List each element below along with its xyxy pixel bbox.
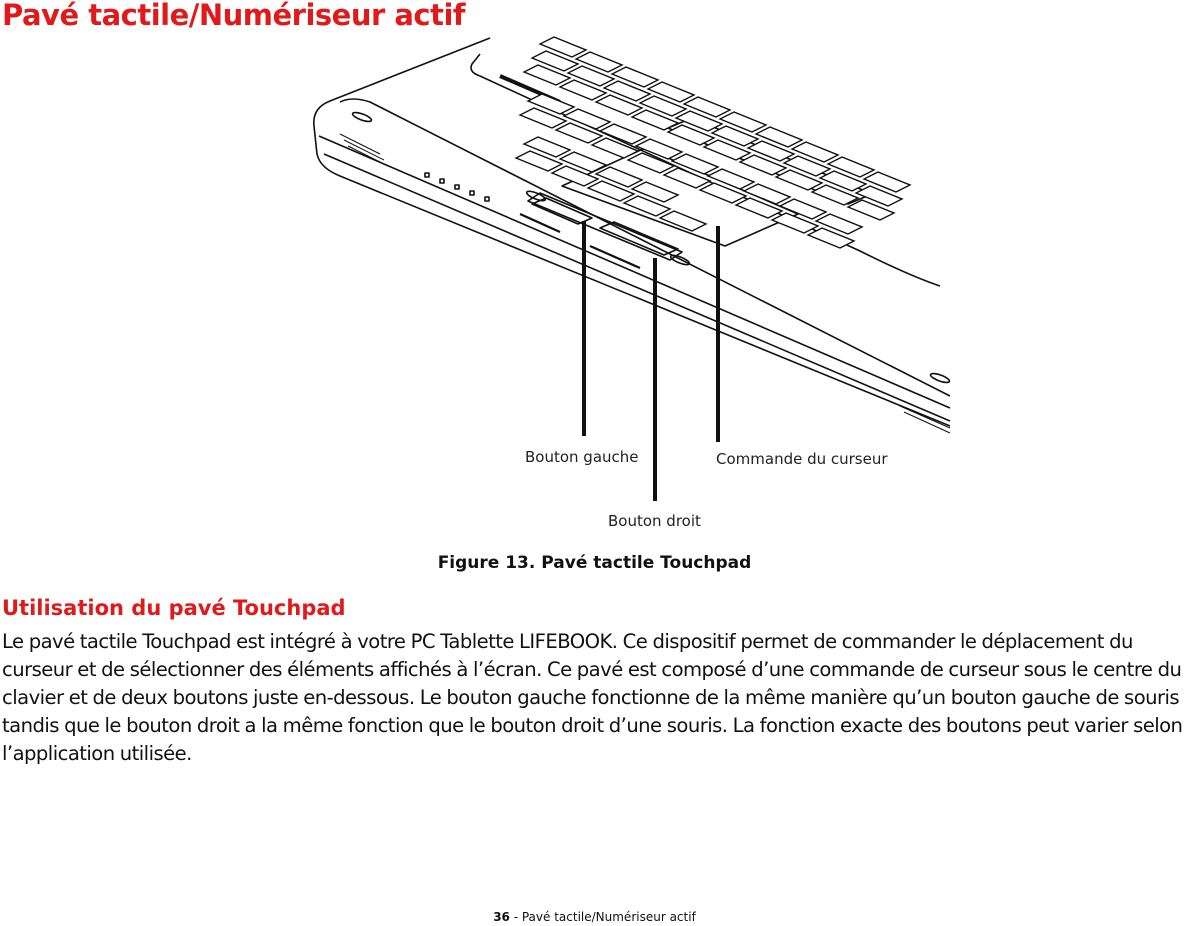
front-bevel-line-2 bbox=[324, 154, 950, 421]
laptop-illustration bbox=[300, 36, 960, 536]
figure-caption: Figure 13. Pavé tactile Touchpad bbox=[437, 553, 752, 573]
palm-rest-oval-left bbox=[352, 111, 373, 123]
label-left-button: Bouton gauche bbox=[525, 448, 639, 466]
label-cursor-control: Commande du curseur bbox=[716, 450, 888, 468]
palm-rest-oval-right bbox=[930, 372, 951, 384]
status-leds bbox=[425, 173, 489, 201]
keyboard-keys bbox=[516, 37, 910, 248]
footer-section: Pavé tactile/Numériseur actif bbox=[521, 910, 696, 924]
body-paragraph: Le pavé tactile Touchpad est intégré à votre PC Tablette LIFEBOOK. Ce dispositif permet de commander le déplacement du curseur et de sélectionner des éléments affichés à l’écran. Ce pavé est composé d’une commande de curseur sous le centre du clavier et de deux boutons juste en-dessous. Le bouton gauche fonctionne de la même manière qu’un bouton gauche de souris tandis que le bouton droit a la même fonction que le bouton droit d’une souris. La fonction exacte des boutons peut varier selon l’application utilisée. bbox=[2, 630, 1183, 765]
keyboard-key bbox=[660, 211, 706, 231]
footer-separator: - bbox=[509, 910, 522, 924]
page-title: Pavé tactile/Numériseur actif bbox=[2, 0, 466, 32]
touchpad-figure bbox=[300, 36, 960, 536]
page-number: 36 bbox=[493, 910, 510, 924]
front-hatch bbox=[340, 134, 388, 166]
section-heading: Utilisation du pavé Touchpad bbox=[2, 596, 346, 620]
label-right-button: Bouton droit bbox=[608, 512, 701, 530]
page-footer bbox=[0, 910, 1189, 924]
